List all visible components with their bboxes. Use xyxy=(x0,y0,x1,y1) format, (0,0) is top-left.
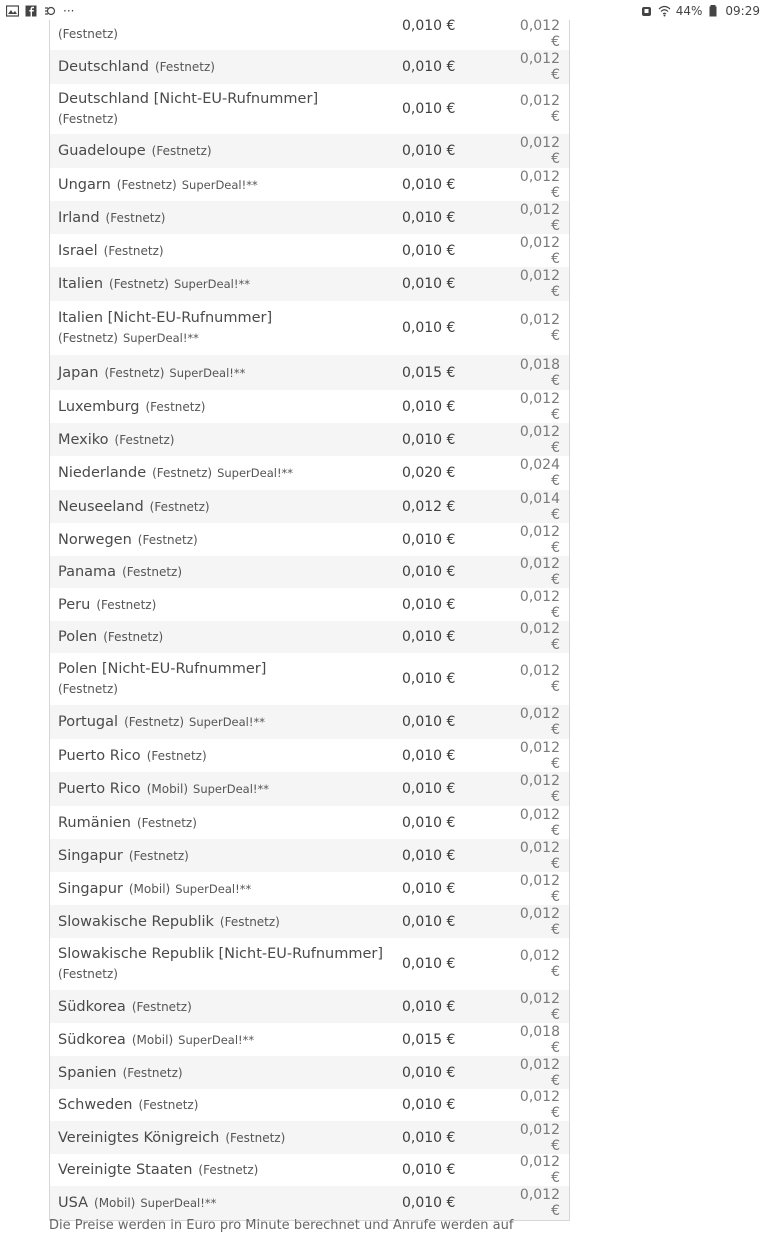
country-name: Südkorea xyxy=(58,998,126,1015)
line-type-tag: (Festnetz) xyxy=(152,466,213,480)
country-name: Puerto Rico xyxy=(58,781,141,797)
facebook-icon xyxy=(25,5,38,17)
country-cell xyxy=(50,308,388,348)
price-net: 0,010 € xyxy=(402,1097,456,1113)
country-name: Slowakische Republik xyxy=(58,913,214,930)
line-type-tag: (Festnetz) xyxy=(225,1130,286,1145)
country-cell xyxy=(50,712,388,732)
alarm-icon xyxy=(640,5,653,17)
country-name: Panama xyxy=(58,564,117,580)
table-row xyxy=(50,523,569,556)
price-net: 0,010 € xyxy=(402,913,456,930)
price-gross: 0,012 € xyxy=(519,556,560,588)
line-type-tag: (Festnetz) xyxy=(138,1098,199,1112)
superdeal-badge: SuperDeal!** xyxy=(122,331,199,345)
price-net: 0,010 € xyxy=(402,176,456,193)
price-net: 0,010 € xyxy=(402,714,456,730)
line-type-tag: (Festnetz) xyxy=(116,177,177,192)
price-net: 0,010 € xyxy=(402,847,456,864)
price-net: 0,010 € xyxy=(402,1064,456,1081)
table-row xyxy=(50,355,569,390)
price-net: 0,010 € xyxy=(402,209,456,226)
country-cell xyxy=(50,1095,388,1115)
price-gross: 0,024 € xyxy=(519,457,560,489)
country-cell xyxy=(50,497,388,517)
country-name: Polen [Nicht-EU-Rufnummer] xyxy=(58,661,267,677)
table-row xyxy=(50,1186,569,1220)
country-name: Slowakische Republik [Nicht-EU-Rufnummer] xyxy=(58,946,384,962)
price-net: 0,010 € xyxy=(402,629,456,645)
price-net: 0,010 € xyxy=(402,1129,456,1146)
table-row xyxy=(50,621,569,653)
line-type-tag: (Festnetz) xyxy=(103,243,164,258)
more-notifications-icon: ··· xyxy=(63,4,75,18)
country-name: Spanien xyxy=(58,1064,117,1081)
price-gross: 0,012 € xyxy=(519,1089,560,1121)
price-gross: 0,012 € xyxy=(519,135,560,167)
country-cell xyxy=(50,659,388,699)
superdeal-badge: SuperDeal!** xyxy=(217,466,294,480)
table-row xyxy=(50,772,569,806)
price-net: 0,010 € xyxy=(402,596,456,613)
line-type-tag: (Festnetz) xyxy=(219,914,280,929)
battery-icon xyxy=(707,5,720,17)
country-name: Japan xyxy=(58,364,99,381)
price-net: 0,010 € xyxy=(402,242,456,259)
price-gross: 0,018 € xyxy=(519,1023,560,1056)
price-net: 0,010 € xyxy=(402,747,456,764)
table-row xyxy=(50,50,569,84)
superdeal-badge: SuperDeal!** xyxy=(181,177,258,192)
table-row xyxy=(50,390,569,423)
country-name: Vereinigte Staaten xyxy=(58,1162,193,1178)
table-row xyxy=(50,423,569,456)
price-gross: 0,012 € xyxy=(519,1187,560,1219)
country-name: Neuseeland xyxy=(58,498,144,515)
battery-percent: 44% xyxy=(675,4,703,18)
price-net: 0,020 € xyxy=(402,465,456,481)
country-cell xyxy=(50,175,388,195)
country-cell xyxy=(50,627,388,647)
price-gross: 0,012 € xyxy=(519,872,560,905)
status-bar xyxy=(0,0,768,22)
line-type-tag: (Mobil) xyxy=(94,1196,136,1210)
country-cell xyxy=(50,944,388,984)
price-gross: 0,018 € xyxy=(519,356,560,389)
country-name: Schweden xyxy=(58,1097,133,1113)
country-name: Mexiko xyxy=(58,431,109,448)
country-name: Portugal xyxy=(58,714,119,730)
price-net: 0,010 € xyxy=(402,531,456,548)
price-gross: 0,012 € xyxy=(519,312,560,344)
line-type-tag: (Festnetz) xyxy=(109,277,169,291)
price-net: 0,010 € xyxy=(402,320,456,336)
table-row xyxy=(50,990,569,1023)
country-cell xyxy=(50,430,388,450)
price-net: 0,010 € xyxy=(402,880,456,897)
price-gross: 0,012 € xyxy=(519,390,560,423)
price-net: 0,010 € xyxy=(402,956,456,972)
line-type-tag: (Festnetz) xyxy=(58,331,118,345)
line-type-tag: (Festnetz) xyxy=(122,1065,183,1080)
table-row xyxy=(50,84,569,134)
price-net: 0,010 € xyxy=(402,781,456,797)
price-net: 0,015 € xyxy=(402,1031,456,1048)
sync-icon xyxy=(44,5,57,17)
table-row xyxy=(50,267,569,301)
country-cell xyxy=(50,24,388,50)
country-cell xyxy=(50,1160,388,1180)
price-gross: 0,012 € xyxy=(519,234,560,267)
table-row xyxy=(50,1154,569,1186)
line-type-tag: (Festnetz) xyxy=(149,499,210,514)
line-type-tag: (Mobil) xyxy=(146,782,189,796)
country-name: Italien [Nicht-EU-Rufnummer] xyxy=(58,310,273,326)
table-row xyxy=(50,134,569,168)
line-type-tag: (Festnetz) xyxy=(146,748,207,763)
country-name: Guadeloupe xyxy=(58,143,146,159)
line-type-tag: (Festnetz) xyxy=(104,365,165,380)
line-type-tag: (Festnetz) xyxy=(105,210,166,225)
price-gross: 0,012 € xyxy=(519,905,560,938)
price-net: 0,010 € xyxy=(402,1195,456,1211)
superdeal-badge: SuperDeal!** xyxy=(193,782,270,796)
price-net: 0,010 € xyxy=(402,814,456,831)
country-name: Ungarn xyxy=(58,176,111,193)
table-row xyxy=(50,905,569,938)
line-type-tag: (Festnetz) xyxy=(58,27,118,41)
superdeal-badge: SuperDeal!** xyxy=(175,881,252,896)
table-row xyxy=(50,556,569,588)
wifi-icon xyxy=(658,5,671,17)
country-name: Irland xyxy=(58,209,100,226)
superdeal-badge: SuperDeal!** xyxy=(173,277,250,291)
table-row xyxy=(50,1121,569,1154)
line-type-tag: (Festnetz) xyxy=(124,715,185,729)
country-cell xyxy=(50,208,388,228)
line-type-tag: (Festnetz) xyxy=(137,532,198,547)
price-gross: 0,012 € xyxy=(519,739,560,772)
country-cell xyxy=(50,1193,388,1213)
country-cell xyxy=(50,912,388,932)
line-type-tag: (Festnetz) xyxy=(198,1163,259,1177)
country-name: Puerto Rico xyxy=(58,747,141,764)
price-gross: 0,012 € xyxy=(519,773,560,805)
country-cell xyxy=(50,1128,388,1148)
country-name: Polen xyxy=(58,629,98,645)
price-gross: 0,012 € xyxy=(519,523,560,556)
price-gross: 0,012 € xyxy=(519,706,560,738)
price-gross: 0,012 € xyxy=(519,621,560,653)
price-gross: 0,012 € xyxy=(519,806,560,839)
country-name: Israel xyxy=(58,242,98,259)
price-gross: 0,012 € xyxy=(519,1121,560,1154)
superdeal-badge: SuperDeal!** xyxy=(178,1032,255,1047)
table-row xyxy=(50,653,569,705)
country-name: Rumänien xyxy=(58,814,131,831)
table-row xyxy=(50,588,569,621)
price-gross: 0,012 € xyxy=(519,268,560,300)
line-type-tag: (Festnetz) xyxy=(114,432,175,447)
table-row xyxy=(50,705,569,739)
country-cell xyxy=(50,274,388,294)
price-net: 0,012 € xyxy=(402,498,456,515)
footer-note: Die Preise werden in Euro pro Minute berechnet und Anrufe werden auf xyxy=(49,1218,514,1233)
price-gross: 0,012 € xyxy=(519,588,560,621)
country-cell xyxy=(50,746,388,766)
rates-table xyxy=(49,20,570,1221)
price-gross: 0,012 € xyxy=(519,93,560,125)
country-cell xyxy=(50,397,388,417)
table-row xyxy=(50,1023,569,1056)
country-cell xyxy=(50,89,388,129)
country-name: Luxemburg xyxy=(58,398,140,415)
price-net: 0,015 € xyxy=(402,364,456,381)
superdeal-badge: SuperDeal!** xyxy=(169,365,246,380)
price-net: 0,010 € xyxy=(402,564,456,580)
table-row xyxy=(50,456,569,490)
country-cell xyxy=(50,1063,388,1083)
price-net: 0,010 € xyxy=(402,101,456,117)
price-gross: 0,012 € xyxy=(519,423,560,456)
line-type-tag: (Festnetz) xyxy=(145,399,206,414)
superdeal-badge: SuperDeal!** xyxy=(189,715,265,729)
country-cell xyxy=(50,241,388,261)
country-name: Singapur xyxy=(58,847,123,864)
country-cell xyxy=(50,779,388,799)
table-row xyxy=(50,168,569,201)
line-type-tag: (Festnetz) xyxy=(103,630,164,644)
country-name: Italien xyxy=(58,276,104,292)
country-cell xyxy=(50,813,388,833)
price-gross: 0,012 € xyxy=(519,201,560,234)
price-net: 0,010 € xyxy=(402,1162,456,1178)
line-type-tag: (Festnetz) xyxy=(58,112,118,126)
country-name: USA xyxy=(58,1195,89,1211)
country-name: Deutschland [Nicht-EU-Rufnummer] xyxy=(58,91,319,107)
line-type-tag: (Mobil) xyxy=(131,1032,174,1047)
table-row xyxy=(50,1056,569,1089)
country-cell xyxy=(50,141,388,161)
table-row xyxy=(50,872,569,905)
line-type-tag: (Festnetz) xyxy=(136,815,197,830)
table-row xyxy=(50,234,569,267)
country-name: Vereinigtes Königreich xyxy=(58,1129,220,1146)
country-name: Deutschland xyxy=(58,59,149,75)
price-gross: 0,012 € xyxy=(519,51,560,83)
country-name: Niederlande xyxy=(58,465,147,481)
line-type-tag: (Festnetz) xyxy=(151,144,212,158)
price-net: 0,010 € xyxy=(402,59,456,75)
table-row xyxy=(50,201,569,234)
table-row xyxy=(50,806,569,839)
price-net: 0,010 € xyxy=(402,18,456,34)
country-cell xyxy=(50,363,388,383)
clock: 09:29 xyxy=(725,4,760,18)
line-type-tag: (Festnetz) xyxy=(155,60,215,74)
country-name: Südkorea xyxy=(58,1031,126,1048)
country-cell xyxy=(50,562,388,582)
price-net: 0,010 € xyxy=(402,276,456,292)
country-cell xyxy=(50,595,388,615)
country-cell xyxy=(50,463,388,483)
line-type-tag: (Festnetz) xyxy=(131,999,192,1014)
line-type-tag: (Festnetz) xyxy=(96,597,157,612)
country-cell xyxy=(50,846,388,866)
table-row xyxy=(50,301,569,355)
table-row xyxy=(50,490,569,523)
price-gross: 0,012 € xyxy=(519,839,560,872)
line-type-tag: (Mobil) xyxy=(128,881,171,896)
country-cell xyxy=(50,1030,388,1050)
price-gross: 0,012 € xyxy=(519,1154,560,1186)
country-cell xyxy=(50,997,388,1017)
country-cell xyxy=(50,57,388,77)
table-row xyxy=(50,839,569,872)
price-gross: 0,012 € xyxy=(519,1056,560,1089)
price-gross: 0,012 € xyxy=(519,168,560,201)
price-gross: 0,012 € xyxy=(519,990,560,1023)
country-name: Norwegen xyxy=(58,531,132,548)
price-gross: 0,012 € xyxy=(519,663,560,695)
table-row xyxy=(50,938,569,990)
country-name: Singapur xyxy=(58,880,123,897)
table-row xyxy=(50,1089,569,1121)
price-net: 0,010 € xyxy=(402,671,456,687)
country-cell xyxy=(50,879,388,899)
gallery-icon xyxy=(6,5,19,17)
table-row xyxy=(50,20,569,50)
line-type-tag: (Festnetz) xyxy=(122,565,183,579)
price-gross: 0,014 € xyxy=(519,490,560,523)
price-net: 0,010 € xyxy=(402,431,456,448)
table-row xyxy=(50,739,569,772)
price-net: 0,010 € xyxy=(402,998,456,1015)
price-net: 0,010 € xyxy=(402,398,456,415)
line-type-tag: (Festnetz) xyxy=(58,967,118,981)
superdeal-badge: SuperDeal!** xyxy=(140,1196,217,1210)
line-type-tag: (Festnetz) xyxy=(58,682,118,696)
price-net: 0,010 € xyxy=(402,143,456,159)
price-gross: 0,012 € xyxy=(519,18,560,50)
country-cell xyxy=(50,530,388,550)
line-type-tag: (Festnetz) xyxy=(128,848,189,863)
price-gross: 0,012 € xyxy=(519,948,560,980)
country-name: Peru xyxy=(58,596,91,613)
